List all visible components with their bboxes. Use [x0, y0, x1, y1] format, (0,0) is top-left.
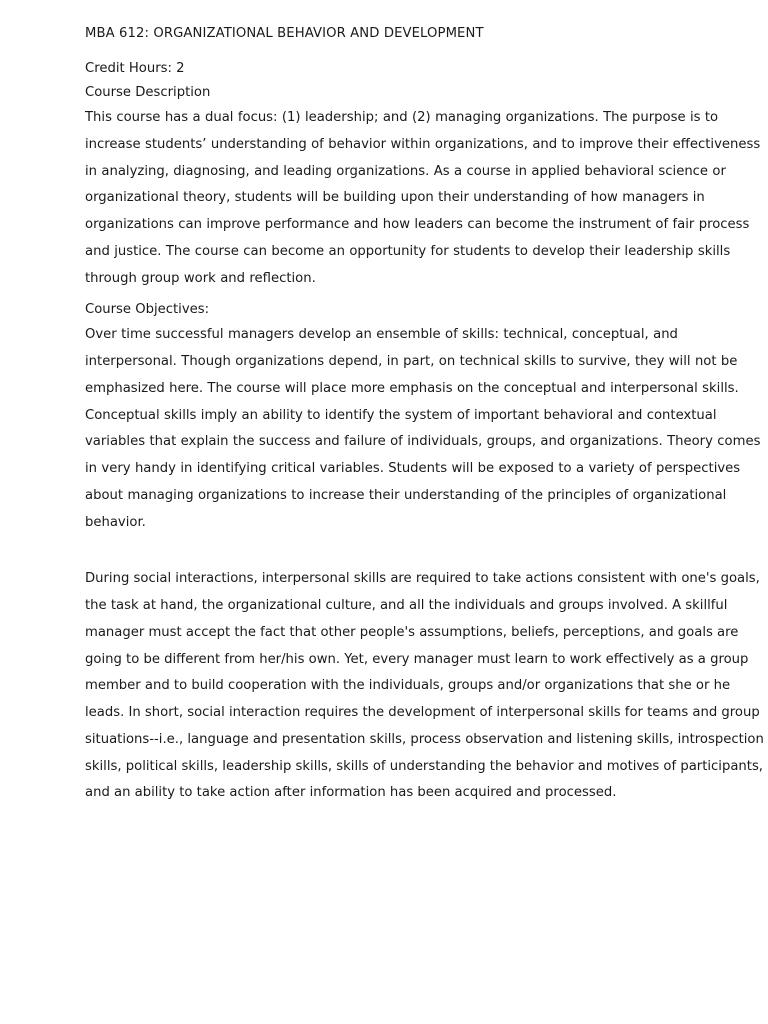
document-page [85, 22, 765, 807]
course-description-text: This course has a dual focus: (1) leadership; and (2) managing organizations. The purpose is to increase students’ understanding of behavior within organizations, and to improve their effectiveness in analyzing, diagnosing, and leading organizations. As a course in applied behavioral science or organizational theory, students will be building upon their understanding of how managers in organizations can improve performance and how leaders can become the instrument of fair process and justice. The course can become an opportunity for students to develop their leadership skills through group work and reflection. [85, 110, 761, 286]
credit-hours: Credit Hours: 2 [85, 61, 185, 76]
paragraph-spacer [85, 536, 765, 566]
course-objectives-paragraph-2: During social interactions, interpersonal skills are required to take actions consistent with one's goals, the task at hand, the organizational culture, and all the individuals and groups involved. A skillful manager must accept the fact that other people's assumptions, beliefs, perceptions, and goals are going to be different from her/his own. Yet, every manager must learn to work effectively as a group member and to build cooperation with the individuals, groups and/or organizations that she or he leads. In short, social interaction requires the development of interpersonal skills for teams and group situations--i.e., language and presentation skills, process observation and listening skills, introspection skills, political skills, leadership skills, skills of understanding the behavior and motives of participants, and an ability to take action after information has been acquired and processed. [85, 571, 764, 801]
course-objectives-heading: Course Objectives: [85, 302, 210, 318]
course-objectives-paragraph-1: Over time successful managers develop an ensemble of skills: technical, conceptual, and interpersonal. Though organizations depend, in part, on technical skills to survive, they will not be emphasized here. The course will place more emphasis on the conceptual and interpersonal skills. Conceptual skills imply an ability to identify the system of important behavioral and contextual variables that explain the success and failure of individuals, groups, and organizations. Theory comes in very handy in identifying critical variables. Students will be exposed to a variety of perspectives about managing organizations to increase their understanding of the principles of organizational behavior. [85, 327, 761, 530]
course-description-heading: Course Description [85, 85, 211, 100]
document-title: MBA 612: ORGANIZATIONAL BEHAVIOR AND DEVELOPMENT [85, 26, 484, 41]
